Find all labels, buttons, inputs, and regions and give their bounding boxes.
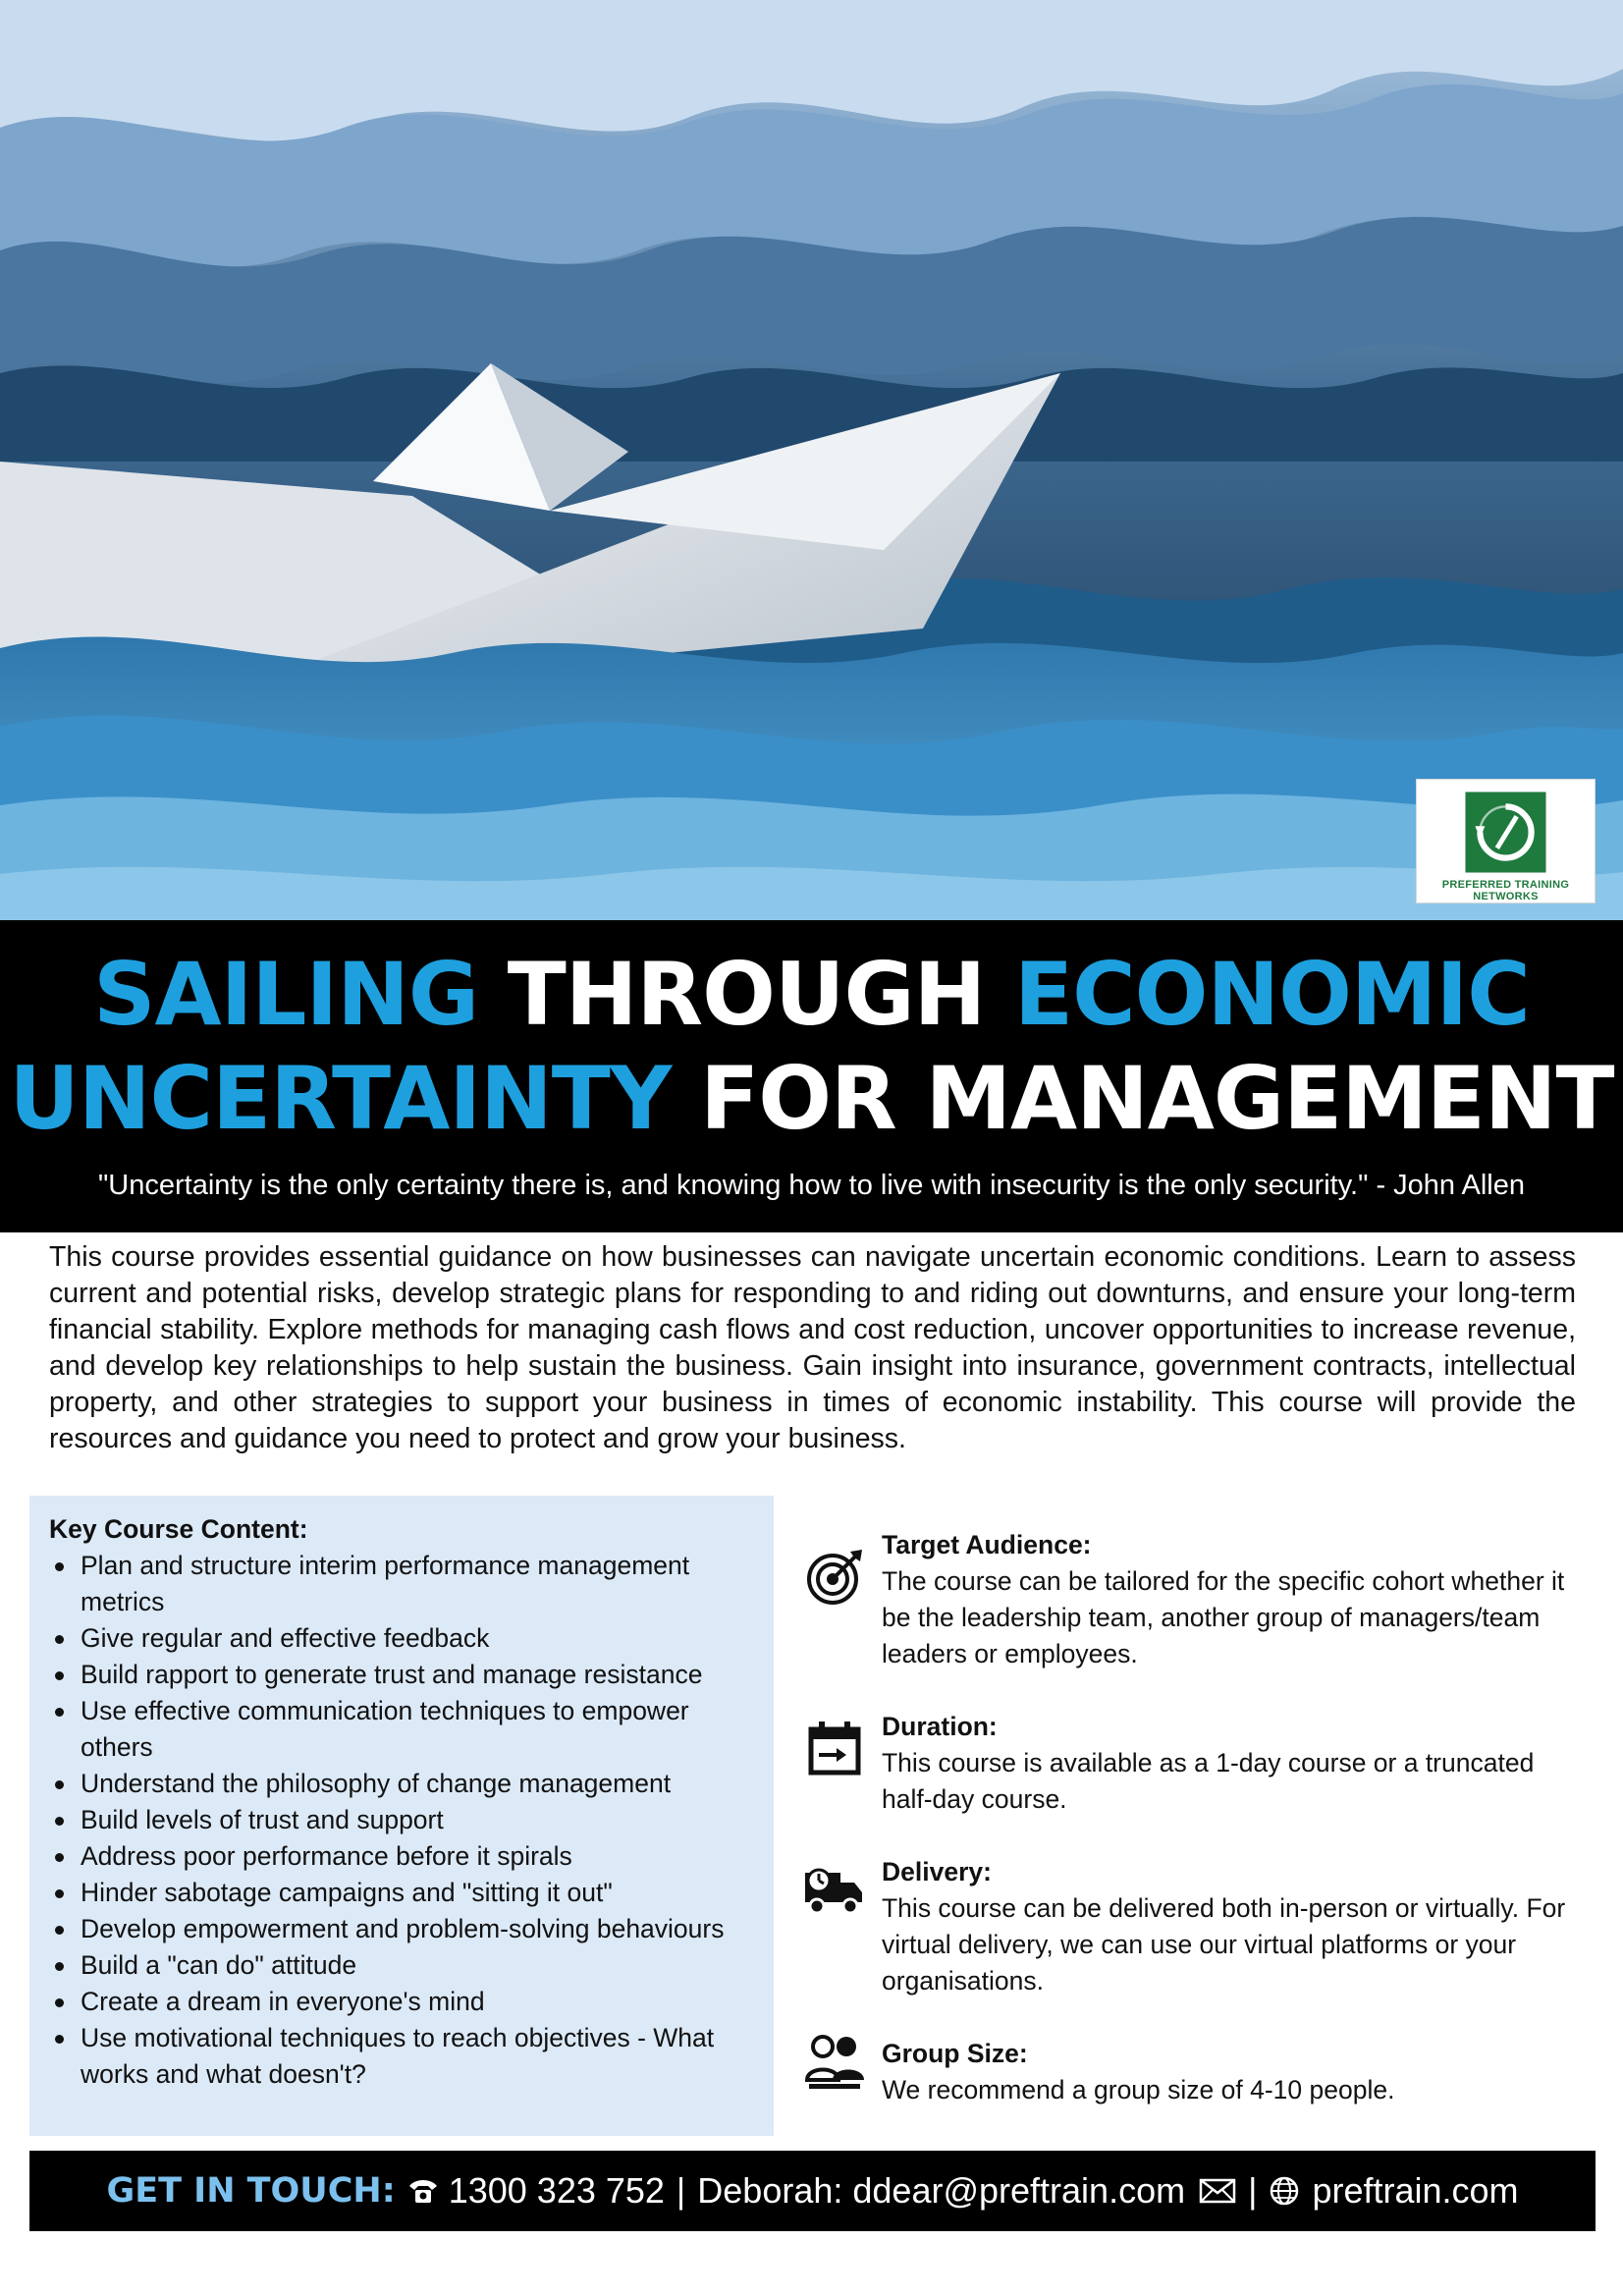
page-title-line-2 bbox=[0, 1050, 1623, 1148]
group-size-heading: Group Size: bbox=[882, 2039, 1028, 2068]
list-item: Build levels of trust and support bbox=[49, 1802, 752, 1838]
target-icon bbox=[803, 1546, 866, 1609]
separator: | bbox=[676, 2170, 686, 2211]
title-words-for-management: FOR MANAGEMENT bbox=[700, 1048, 1614, 1149]
paper-boat-stormy-sea-image bbox=[0, 0, 1623, 920]
contact-footer bbox=[29, 2151, 1596, 2231]
list-item: Use effective communication techniques to empower others bbox=[49, 1693, 752, 1766]
company-logo bbox=[1416, 779, 1596, 903]
list-item: Give regular and effective feedback bbox=[49, 1620, 752, 1657]
email-link[interactable] bbox=[697, 2170, 1236, 2212]
website-link[interactable] bbox=[1269, 2170, 1518, 2212]
website-url: preftrain.com bbox=[1312, 2170, 1519, 2211]
separator: | bbox=[1248, 2170, 1258, 2211]
logo-line-1: PREFERRED TRAINING bbox=[1441, 879, 1570, 891]
globe-icon bbox=[1269, 2175, 1300, 2207]
preferred-training-logo-icon bbox=[694, 790, 1623, 875]
title-word-sailing: SAILING bbox=[93, 944, 479, 1045]
key-course-content-box bbox=[29, 1496, 774, 2136]
delivery-section bbox=[882, 1854, 1589, 1999]
list-item: Create a dream in everyone's mind bbox=[49, 1984, 752, 2020]
list-item: Build a "can do" attitude bbox=[49, 1947, 752, 1984]
phone-number: 1300 323 752 bbox=[448, 2170, 665, 2211]
group-icon bbox=[803, 2031, 866, 2094]
duration-text: This course is available as a 1-day course or a truncated half-day course. bbox=[882, 1748, 1535, 1814]
get-in-touch-label: GET IN TOUCH: bbox=[106, 2171, 396, 2211]
list-item: Use motivational techniques to reach objectives - What works and what doesn't? bbox=[49, 2020, 752, 2093]
title-band bbox=[0, 920, 1623, 1232]
duration-heading: Duration: bbox=[882, 1712, 998, 1741]
title-word-uncertainty: UNCERTAINTY bbox=[9, 1048, 672, 1149]
target-audience-section bbox=[882, 1527, 1589, 1672]
phone-link[interactable] bbox=[407, 2170, 665, 2212]
target-audience-heading: Target Audience: bbox=[882, 1530, 1092, 1559]
list-item: Hinder sabotage campaigns and "sitting it out" bbox=[49, 1875, 752, 1911]
key-content-heading: Key Course Content: bbox=[49, 1514, 308, 1544]
key-content-list bbox=[49, 1548, 752, 2093]
list-item: Plan and structure interim performance management metrics bbox=[49, 1548, 752, 1620]
list-item: Build rapport to generate trust and manage resistance bbox=[49, 1657, 752, 1693]
quote: "Uncertainty is the only certainty there is, and knowing how to live with insecurity is the only security." - John Allen bbox=[97, 1170, 1525, 1201]
email-contact: Deborah: ddear@preftrain.com bbox=[697, 2170, 1186, 2211]
list-item: Understand the philosophy of change management bbox=[49, 1766, 752, 1802]
target-audience-text: The course can be tailored for the specific cohort whether it be the leadership team, another group of managers/team leaders or employees. bbox=[882, 1566, 1565, 1668]
list-item: Address poor performance before it spirals bbox=[49, 1838, 752, 1875]
delivery-truck-icon bbox=[803, 1859, 866, 1922]
page-title-line-1 bbox=[0, 946, 1623, 1044]
envelope-icon bbox=[1199, 2177, 1236, 2205]
phone-icon bbox=[407, 2177, 439, 2205]
title-word-economic: ECONOMIC bbox=[1013, 944, 1530, 1045]
hero-illustration bbox=[0, 0, 1623, 920]
delivery-text: This course can be delivered both in-person or virtually. For virtual delivery, we can use our virtual platforms or your organisations. bbox=[882, 1893, 1566, 1995]
group-size-text: We recommend a group size of 4-10 people. bbox=[882, 2075, 1395, 2105]
list-item: Develop empowerment and problem-solving behaviours bbox=[49, 1911, 752, 1947]
calendar-icon bbox=[803, 1718, 866, 1780]
title-word-through: THROUGH bbox=[507, 944, 986, 1045]
delivery-heading: Delivery: bbox=[882, 1857, 992, 1886]
duration-section bbox=[882, 1709, 1589, 1818]
course-description: This course provides essential guidance on how businesses can navigate uncertain economic conditions. Learn to assess current and potential risks, develop strategic plans for responding to and riding out downturns, and ensure your long-term financial stability. Explore methods for managing cash flows and cost reduction, uncover opportunities to increase revenue, and develop key relationships to help sustain the business. Gain insight into insurance, government contracts, intellectual property, and other strategies to support your business in times of economic instability. This course will provide the resources and guidance you need to protect and grow your business. bbox=[49, 1241, 1576, 1454]
group-size-section bbox=[882, 2036, 1589, 2108]
logo-line-2: NETWORKS bbox=[1473, 891, 1539, 902]
